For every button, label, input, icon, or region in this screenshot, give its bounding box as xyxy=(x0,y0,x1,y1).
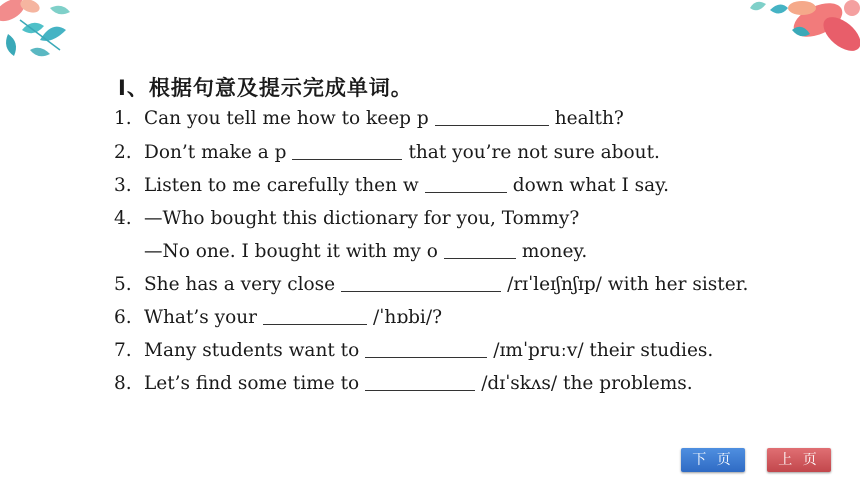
question-number: 2. xyxy=(114,142,132,163)
answer-blank[interactable] xyxy=(435,107,549,126)
question-text: Listen to me carefully then w xyxy=(144,175,419,196)
answer-blank[interactable] xyxy=(425,174,507,193)
question-number: 4. xyxy=(114,208,132,229)
answer-blank[interactable] xyxy=(365,372,475,391)
question-text-after: /rɪˈleɪʃnʃɪp/ with her sister. xyxy=(507,274,749,295)
question-2 xyxy=(114,140,660,166)
answer-blank[interactable] xyxy=(263,306,367,325)
question-3 xyxy=(114,173,669,199)
answer-blank[interactable] xyxy=(444,240,516,259)
question-text: Can you tell me how to keep p xyxy=(144,108,429,129)
question-4 xyxy=(114,206,579,232)
question-text-after: /ˈhɒbi/? xyxy=(373,307,442,328)
question-text: Many students want to xyxy=(144,340,360,361)
question-text: Let’s find some time to xyxy=(144,373,360,394)
question-6 xyxy=(114,305,442,331)
question-text: She has a very close xyxy=(144,274,336,295)
exercise-heading: Ⅰ、根据句意及提示完成单词。 xyxy=(118,76,413,100)
question-number: 1. xyxy=(114,108,132,129)
answer-blank[interactable] xyxy=(341,273,501,292)
question-7 xyxy=(114,338,713,364)
question-text-after: /ɪmˈpruːv/ their studies. xyxy=(493,340,714,361)
question-text-after: /dɪˈskʌs/ the problems. xyxy=(481,373,693,394)
question-4-continued xyxy=(114,239,587,265)
question-text: —Who bought this dictionary for you, Tommy? xyxy=(144,208,580,229)
question-number: 8. xyxy=(114,373,132,394)
answer-blank[interactable] xyxy=(292,141,402,160)
question-1 xyxy=(114,106,624,132)
question-text-after: money. xyxy=(521,241,588,262)
question-text: —No one. I bought it with my o xyxy=(144,241,438,262)
question-text-after: down what I say. xyxy=(512,175,670,196)
question-text-after: health? xyxy=(554,108,624,129)
question-number: 5. xyxy=(114,274,132,295)
question-number: 3. xyxy=(114,175,132,196)
next-page-button[interactable]: 下 页 xyxy=(681,448,745,472)
question-8 xyxy=(114,371,693,397)
question-text-after: that you’re not sure about. xyxy=(408,142,660,163)
question-5 xyxy=(114,272,748,298)
previous-page-button[interactable]: 上 页 xyxy=(767,448,831,472)
question-number: 6. xyxy=(114,307,132,328)
question-text: Don’t make a p xyxy=(144,142,287,163)
question-number: 7. xyxy=(114,340,132,361)
question-text: What’s your xyxy=(144,307,257,328)
answer-blank[interactable] xyxy=(365,339,487,358)
